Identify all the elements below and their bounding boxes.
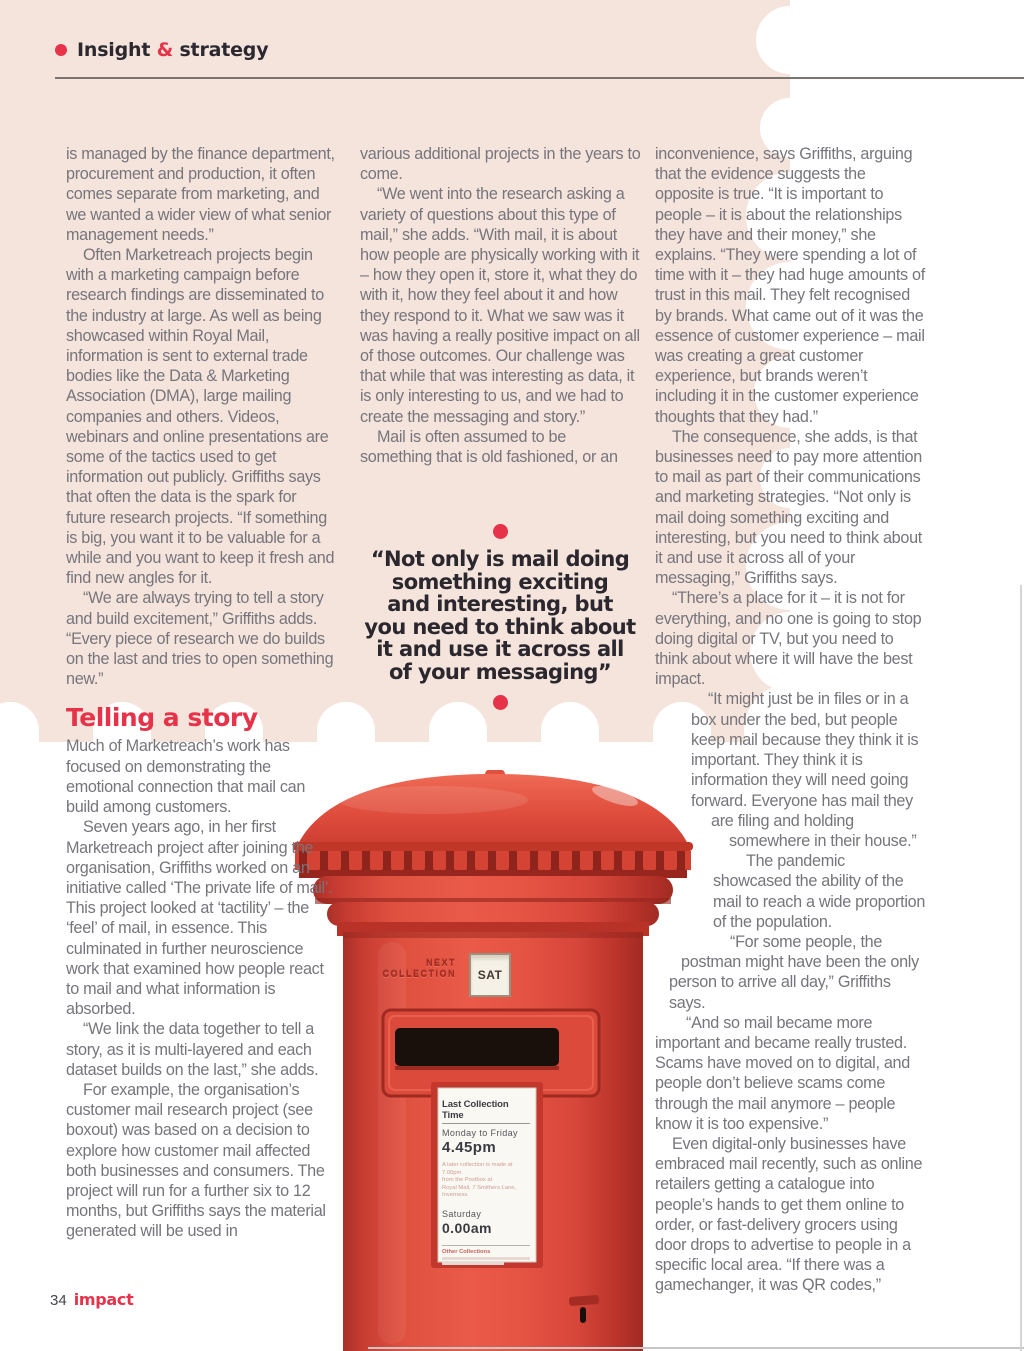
panel-note-line: Inverness. <box>442 1192 469 1198</box>
panel-note-line: Royal Mail, 7 Smithers Lane, <box>442 1184 517 1191</box>
page-number: 34 <box>50 1292 67 1309</box>
red-bullet-icon <box>55 44 67 56</box>
panel-note <box>442 1162 530 1200</box>
pull-quote-line: “Not only is mail doing <box>370 547 630 571</box>
collection-time-panel <box>442 1099 530 1265</box>
pull-quote-line: of your messaging” <box>388 659 612 684</box>
section-kicker <box>55 39 268 61</box>
postbox-day-plate: SAT <box>469 953 511 997</box>
page-footer <box>50 1290 133 1309</box>
body-paragraph: inconvenience, says Griffiths, arguing that the evidence suggests the opposite is true. “It is important to people – it is about the relationships they have and their money,” she explains. “They were spending a lot of time with it – they had huge amounts of trust in this mail. They felt recognised by brands. What came out of it was the essence of customer experience – mail was creating a great customer experience, but brands weren’t including it in the customer experience thoughts that they had.” <box>655 145 925 426</box>
body-paragraph: Often Marketreach projects begin with a marketing campaign before research findings are disseminated to the industry at large. As well as being showcased within Royal Mail, information is sent to external trade bodies like the Data & Marketing Association (DMA), large mailing companies and others. Videos, webinars and online presentations are some of the tactics used to get information out publicly. Griffiths says that often the data is the spark for future research projects. “If something is big, you want it to be valuable for a while and you want to keep it fresh and find new angles for it. <box>66 246 335 588</box>
embossed-line: COLLECTION <box>382 969 456 979</box>
body-paragraph: “We are always trying to tell a story and build excitement,” Griffiths adds. “Every piece of research we do builds on the last and tries to open something new.” <box>66 589 334 689</box>
image-wrap-spacer <box>655 958 669 1021</box>
body-paragraph: Even digital-only businesses have embraced mail recently, such as online retailers getting a catalogue into people’s hands to get them online to order, or fast-delivery grocers using door drops to advertise to people in a specific local area. “If there was a gamechanger, it was QR codes,” <box>655 1134 923 1295</box>
image-wrap-spacer <box>655 832 729 853</box>
subsection-heading: Telling a story <box>66 703 258 733</box>
section-title <box>77 39 268 61</box>
pull-quote-line: something exciting <box>391 569 609 594</box>
image-wrap-spacer <box>655 790 691 811</box>
body-paragraph: Much of Marketreach’s work has focused on demonstrating the emotional connection that mail can build among customers. <box>66 737 306 817</box>
column-2 <box>360 144 642 467</box>
section-title-word2: strategy <box>179 39 269 61</box>
body-paragraph: “There’s a place for it – it is not for everything, and no one is going to stop doing digital or TV, but you need to think about where it will have the best impact. <box>655 589 922 689</box>
section-title-ampersand: & <box>156 39 174 61</box>
magazine-logo: impact <box>73 1290 134 1309</box>
body-paragraph: “We went into the research asking a variety of questions about this type of mail,” she adds. “With mail, it is about how people are physically working with it – how they open it, store it, what they do with it, how they feel about it and how they respond to it. What we saw was it was having a really positive impact on all of those outcomes. Our challenge was that while that was interesting as data, it is only interesting to us, and we had to create the messaging and story.” <box>360 185 640 426</box>
body-paragraph: “For some people, the postman might have been the only person to arrive all day,” Griffiths says. <box>669 932 919 1012</box>
panel-note-line: from the Postbox at <box>442 1177 493 1183</box>
page-edge-right <box>1020 585 1022 1351</box>
body-paragraph: “It might just be in files or in a box under the bed, but people keep mail because they think it is important. They think it is information they will need going forward. Everyone has mail they are filing and holding somewhere in their house.” <box>691 690 919 850</box>
panel-divider <box>442 1245 530 1246</box>
body-paragraph: “And so mail became more important and became really trusted. Scams have moved on to digital, and people don’t believe scams come through the mail anymore – people know it is too expensive.” <box>655 1013 910 1133</box>
column-3 <box>655 144 927 1295</box>
quote-dot-top-icon <box>493 524 508 539</box>
body-paragraph: Seven years ago, in her first Marketreach project after joining the organisation, Griffiths worked on an initiative called ‘The private life of mail’. This project looked at ‘tactility’ – the ‘feel’ of mail, in essence. This culminated in further neuroscience work that examined how people react to mail and what information is absorbed. <box>66 818 333 1019</box>
pull-quote <box>346 524 654 710</box>
column-1 <box>66 144 338 1242</box>
image-wrap-spacer <box>655 811 711 832</box>
saturday-time: 0.00am <box>442 1219 492 1236</box>
pull-quote-line: it and use it across all <box>376 637 624 662</box>
body-paragraph: various additional projects in the years to come. <box>360 145 641 184</box>
panel-fineprint-bar <box>442 1262 504 1265</box>
body-paragraph: “We link the data together to tell a story, as it is multi-layered and each dataset builds on the last,” she adds. <box>66 1020 319 1079</box>
header-rule <box>55 77 1024 79</box>
pull-quote-text <box>346 548 654 684</box>
panel-note-line: A later collection is made at 7.00pm <box>442 1162 513 1176</box>
other-collections-heading: Other Collections <box>442 1248 491 1255</box>
image-wrap-spacer <box>655 853 713 937</box>
scallop-blob <box>756 6 824 74</box>
quote-dot-bottom-icon <box>493 695 508 710</box>
weekday-time: 4.45pm <box>442 1139 497 1156</box>
body-paragraph: For example, the organisation’s customer mail research project (see boxout) was based on a decision to explore how customer mail affected both businesses and consumers. The project will run for a further six to 12 months, but Griffiths says the material generated will be used in <box>66 1080 326 1241</box>
saturday-label: Saturday <box>442 1208 482 1219</box>
panel-title: Last Collection Time <box>442 1099 530 1124</box>
image-wrap-spacer <box>655 937 681 958</box>
body-paragraph: is managed by the finance department, procurement and production, it often comes separate from marketing, and we wanted a wider view of what senior management needs.” <box>66 145 335 244</box>
body-paragraph: Mail is often assumed to be something that is old fashioned, or an <box>360 427 618 467</box>
body-paragraph: The pandemic showcased the ability of the mail to reach a wide proportion of the population. <box>713 852 926 931</box>
weekday-label: Monday to Friday <box>442 1128 518 1138</box>
pull-quote-line: and interesting, but <box>387 592 613 617</box>
page-edge-bottom <box>368 1347 1024 1349</box>
embossed-line: NEXT <box>425 958 456 968</box>
postbox-embossed-text <box>352 958 456 980</box>
panel-fineprint-bar <box>442 1257 530 1260</box>
pull-quote-line: you need to think about <box>364 614 636 639</box>
section-title-word1: Insight <box>77 39 151 61</box>
body-paragraph: The consequence, she adds, is that businesses need to pay more attention to mail as part of their communications and marketing strategies. “Not only is mail doing something exciting and interesting, but you need to think about it and use it across all of your messaging,” Griffiths says. <box>655 427 922 588</box>
